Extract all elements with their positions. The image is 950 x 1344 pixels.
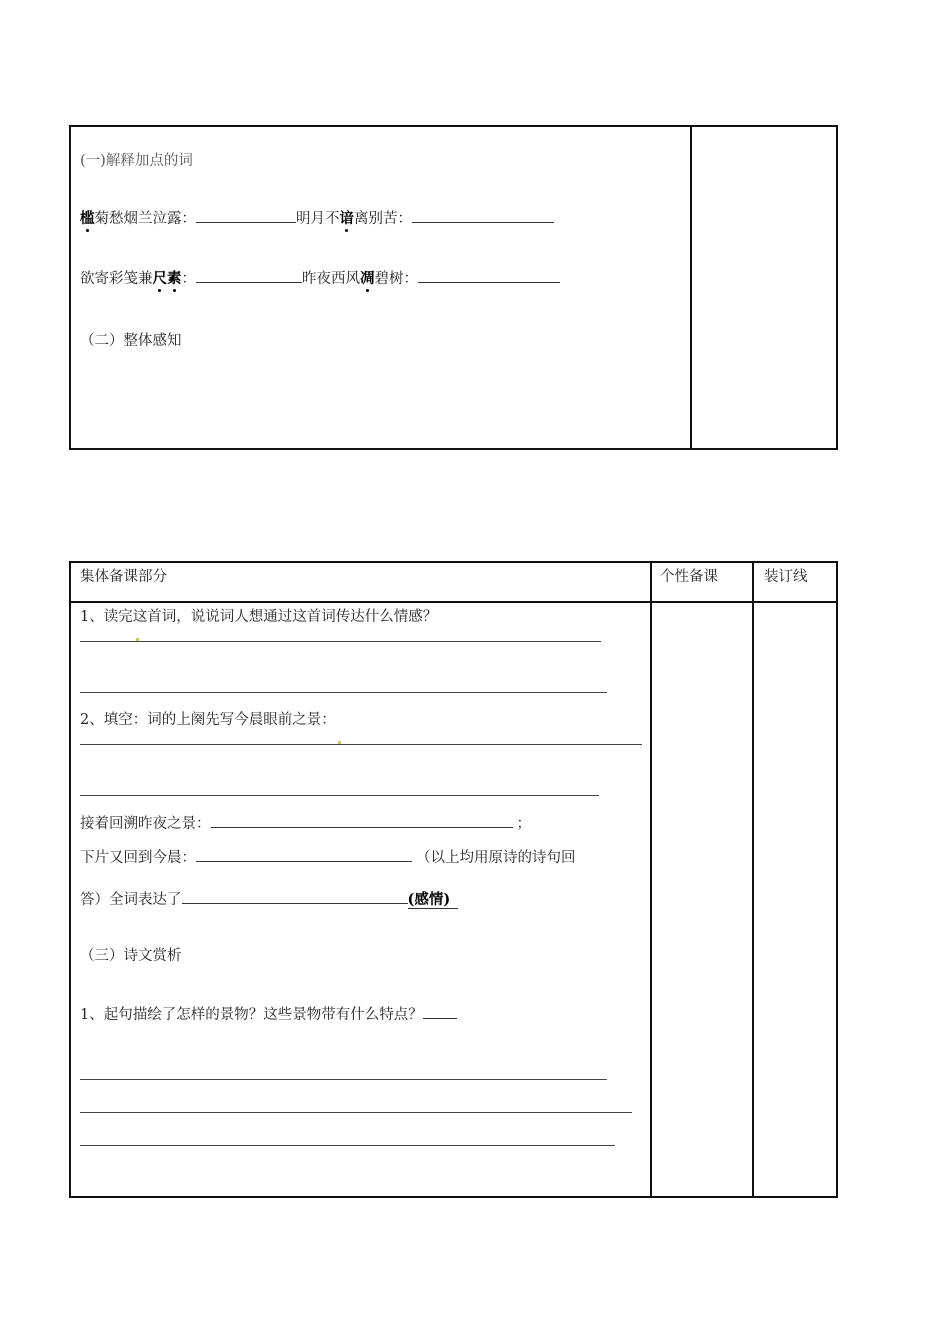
section-3-question-1 <box>80 1004 457 1025</box>
vocab-text: ： <box>181 271 196 287</box>
answer-blank[interactable] <box>211 813 513 828</box>
section-2-title: （二）整体感知 <box>80 333 182 349</box>
header-personal-prep: 个性备课 <box>660 569 718 585</box>
header-collective-prep: 集体备课部分 <box>80 569 167 585</box>
down-note: （以上均用原诗的诗句回 <box>416 850 576 866</box>
top-table-divider <box>690 125 692 450</box>
down-label: 下片又回到今晨： <box>80 850 196 866</box>
dotted-char: 谙 <box>339 210 354 227</box>
question-2-answer <box>80 889 458 910</box>
answer-line[interactable] <box>80 1112 632 1113</box>
vocab-text: 明月不 <box>296 211 340 227</box>
vocab-text: 昨夜西风 <box>302 271 360 287</box>
answer-blank[interactable] <box>196 268 302 283</box>
question-2-recall <box>80 813 531 834</box>
recall-end: ； <box>516 816 531 832</box>
answer-blank[interactable] <box>182 889 408 904</box>
dotted-char: 尺 <box>152 270 167 287</box>
dotted-char: 凋 <box>360 270 375 287</box>
vocab-text: 离别苦： <box>354 211 412 227</box>
answer-blank[interactable] <box>196 208 296 223</box>
ink-speck <box>338 741 341 744</box>
answer-line[interactable] <box>80 641 601 642</box>
vocab-text: 碧树： <box>374 271 418 287</box>
answer-blank[interactable] <box>412 208 554 223</box>
question-2: 2、填空：词的上阕先写今晨眼前之景： <box>80 712 336 728</box>
question-1: 1、读完这首词，说说词人想通过这首词传达什么情感？ <box>80 609 438 625</box>
answer-line[interactable] <box>80 795 599 796</box>
dotted-char: 素 <box>167 270 182 287</box>
answer-line[interactable] <box>80 744 642 745</box>
answer-label: 答）全词表达了 <box>80 892 182 908</box>
section-3-title: （三）诗文赏析 <box>80 948 182 964</box>
bottom-table-divider-1 <box>650 561 652 1198</box>
bottom-table <box>69 561 838 1198</box>
answer-line[interactable] <box>80 1079 607 1080</box>
vocab-text: 欲寄彩笺兼 <box>80 271 153 287</box>
vocab-text: 菊愁烟兰泣露： <box>94 211 196 227</box>
vocab-line-2 <box>80 268 560 289</box>
ink-speck <box>136 638 139 641</box>
answer-line[interactable] <box>80 692 607 693</box>
emotion-hint: (感情) <box>408 891 459 909</box>
question-2-down <box>80 847 576 868</box>
recall-label: 接着回溯昨夜之景： <box>80 816 211 832</box>
s3q1-text: 1、起句描绘了怎样的景物？这些景物带有什么特点？ <box>80 1007 423 1023</box>
header-binding-line: 装订线 <box>764 569 808 585</box>
answer-blank[interactable] <box>196 847 412 862</box>
bottom-table-divider-2 <box>752 561 754 1198</box>
bottom-table-header-rule <box>69 601 838 603</box>
dotted-char: 槛 <box>80 210 95 227</box>
answer-blank[interactable] <box>418 268 560 283</box>
answer-blank[interactable] <box>423 1004 457 1019</box>
answer-line[interactable] <box>80 1145 615 1146</box>
section-1-title: (一)解释加点的词 <box>80 153 193 169</box>
vocab-line-1 <box>80 208 554 229</box>
